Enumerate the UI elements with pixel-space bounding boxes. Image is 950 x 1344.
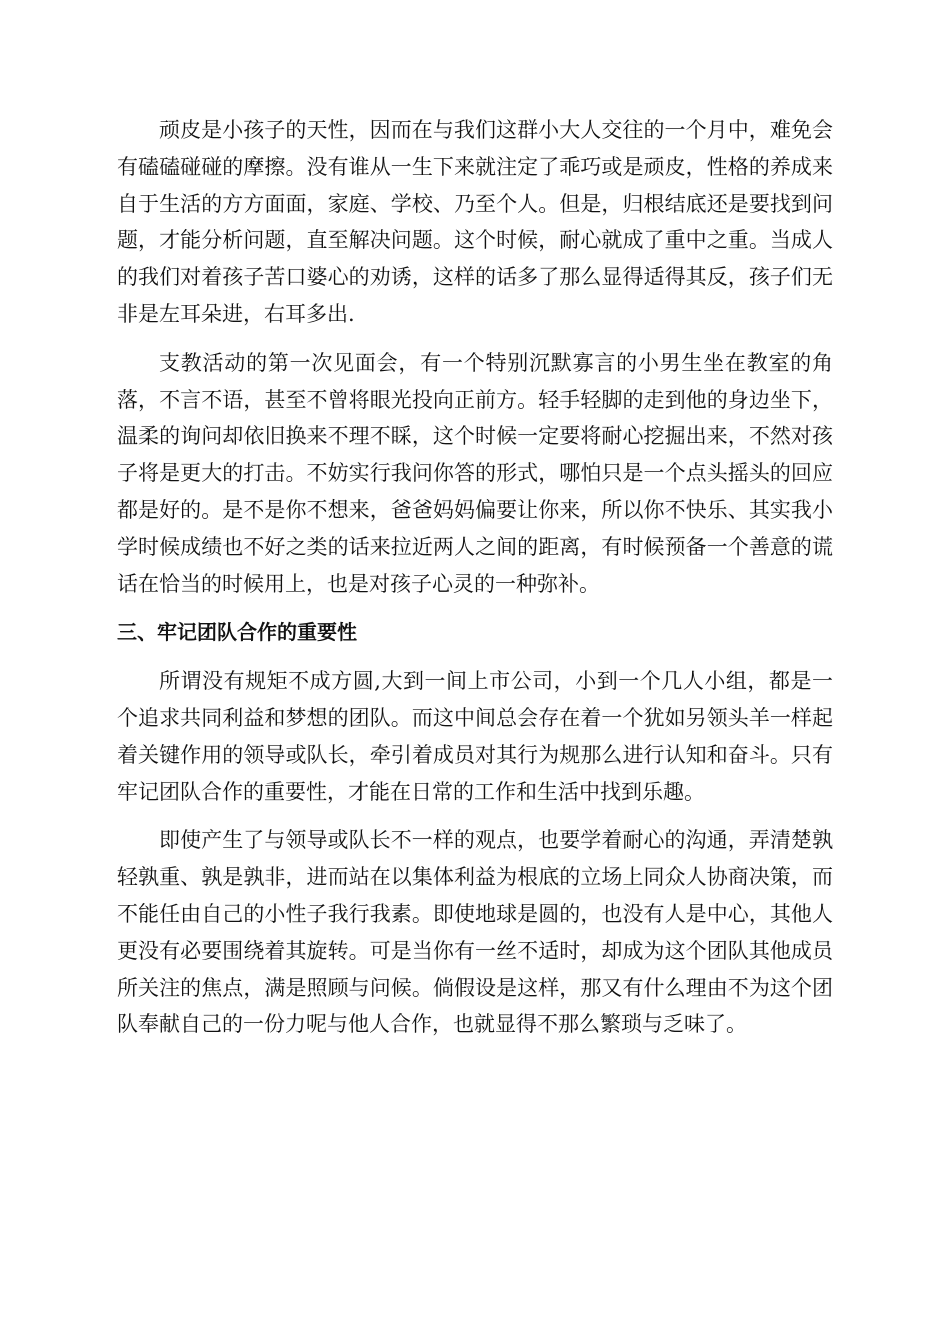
paragraph-patience-1: 顽皮是小孩子的天性，因而在与我们这群小大人交往的一个月中，难免会有磕磕碰碰的摩擦。没有谁从一生下来就注定了乖巧或是顽皮，性格的养成来自于生活的方方面面，家庭、学校、乃至个人。但是，归根结底还是要找到问题，才能分析问题，直至解决问题。这个时候，耐心就成了重中之重。当成人的我们对着孩子苦口婆心的劝诱，这样的话多了那么显得适得其反，孩子们无非是左耳朵进，右耳多出. [117, 118, 833, 326]
paragraph-patience-2: 支教活动的第一次见面会，有一个特别沉默寡言的小男生坐在教室的角落，不言不语，甚至不曾将眼光投向正前方。轻手轻脚的走到他的身边坐下，温柔的询问却依旧换来不理不睬，这个时候一定要将耐心挖掘出来，不然对孩子将是更大的打击。不妨实行我问你答的形式，哪怕只是一个点头摇头的回应都是好的。是不是你不想来，爸爸妈妈偏要让你来，所以你不快乐、其实我小学时候成绩也不好之类的话来拉近两人之间的距离，有时候预备一个善意的谎话在恰当的时候用上，也是对孩子心灵的一种弥补。 [117, 350, 833, 596]
paragraph-teamwork-2: 即使产生了与领导或队长不一样的观点，也要学着耐心的沟通，弄清楚孰轻孰重、孰是孰非，进而站在以集体利益为根底的立场上同众人协商决策，而不能任由自己的小性子我行我素。即使地球是圆的，也没有人是中心，其他人更没有必要围绕着其旋转。可是当你有一丝不适时，却成为这个团队其他成员所关注的焦点，满是照顾与问候。倘假设是这样，那又有什么理由不为这个团队奉献自己的一份力呢与他人合作，也就显得不那么繁琐与乏味了。 [117, 828, 833, 1037]
document-body [117, 112, 833, 1055]
paragraph-teamwork-1: 所谓没有规矩不成方圆,大到一间上市公司，小到一个几人小组，都是一个追求共同利益和梦想的团队。而这中间总会存在着一个犹如另领头羊一样起着关键作用的领导或队长，牵引着成员对其行为规那么进行认知和奋斗。只有牢记团队合作的重要性，才能在日常的工作和生活中找到乐趣。 [117, 669, 833, 804]
section-heading-teamwork: 三、牢记团队合作的重要性 [117, 620, 357, 645]
